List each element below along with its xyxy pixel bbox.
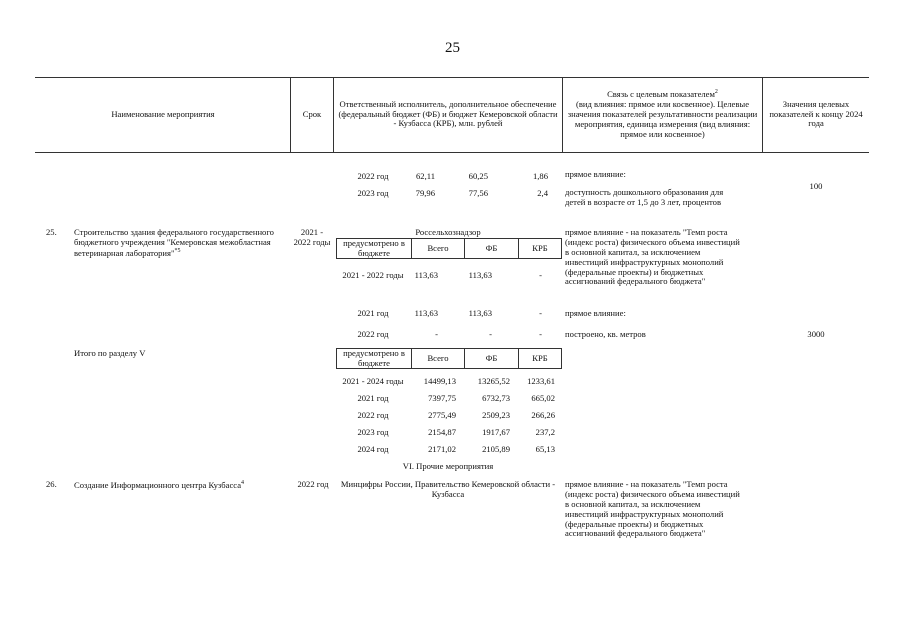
- item25-name-text: Строительство здания федерального государственного бюджетного учреждения "Кемеровская межобластная ветеринарная лаборатория": [74, 227, 274, 258]
- header-divider-2: [333, 77, 334, 152]
- item25-2022-total: -: [435, 329, 438, 339]
- item25-link-a: прямое влияние - на показатель "Темп роста (индекс роста) физического объема инвестиций в основной капитал, за исключением инвестиций инфраструктурных монополий (федеральные проекты) и бюджетных ассигнований федерального бюджета": [565, 227, 740, 287]
- item25-2022-krb: -: [539, 329, 542, 339]
- header-divider-4: [762, 77, 763, 152]
- top-link-a: прямое влияние:: [565, 169, 626, 179]
- item25-2021-year: 2021 год: [357, 308, 389, 318]
- top-row2-krb: 2,4: [537, 188, 548, 198]
- item26-name-text: Создание Информационного центра Кузбасса: [74, 479, 242, 490]
- top-target: 100: [809, 181, 823, 191]
- section5-row-year: 2021 - 2024 годы: [342, 376, 404, 386]
- section5-total-label: Итого по разделу V: [74, 348, 146, 358]
- top-row1-krb: 1,86: [532, 171, 548, 181]
- top-row2-total: 79,96: [415, 188, 435, 198]
- header-link-text-1: Связь с целевым показателем: [607, 89, 715, 100]
- item25-range-year: 2021 - 2022 годы: [342, 270, 404, 280]
- section5-row-krb: 266,26: [531, 410, 555, 420]
- section5-row-total: 7397,75: [428, 393, 456, 403]
- top-link-b: доступность дошкольного образования для детей в возрасте от 1,5 до 3 лет, процентов: [565, 187, 724, 207]
- header-name: [36, 78, 290, 151]
- header-target-text: Значения целевых показателей к концу 2024 года: [769, 98, 863, 129]
- header-term-text: Срок: [302, 108, 322, 119]
- header-link-sup: 2: [714, 89, 718, 96]
- section5-sub-krb: КРБ: [532, 352, 548, 363]
- item25-2022-year: 2022 год: [357, 329, 389, 339]
- header-target: [766, 78, 866, 151]
- header-responsible: [336, 78, 560, 151]
- top-row1-fb: 60,25: [468, 171, 488, 181]
- item25-name-sup: *5: [174, 247, 181, 254]
- item25-number: 25.: [46, 227, 57, 237]
- section5-row-krb: 665,02: [531, 393, 555, 403]
- header-bottom-rule: [35, 152, 869, 153]
- section5-row-krb: 65,13: [535, 444, 555, 454]
- item25-2021-krb: -: [539, 308, 542, 318]
- section5-sub-fb: ФБ: [485, 352, 498, 363]
- section5-row-fb: 1917,67: [482, 427, 510, 437]
- top-row2-fb: 77,56: [468, 188, 488, 198]
- top-row1-year: 2022 год: [357, 171, 389, 181]
- item26-executor: Минцифры России, Правительство Кемеровской области - Кузбасса: [340, 479, 556, 499]
- item26-number: 26.: [46, 479, 57, 489]
- section5-row-year: 2024 год: [357, 444, 389, 454]
- section5-sub-total: Всего: [427, 352, 449, 363]
- section6-title: VI. Прочие мероприятия: [402, 461, 494, 471]
- item25-2021-fb: 113,63: [468, 308, 492, 318]
- item25-range-fb: 113,63: [468, 270, 492, 280]
- item26-name-sup: 4: [241, 480, 245, 486]
- top-row1-total: 62,11: [415, 171, 435, 181]
- section5-row-krb: 1233,61: [527, 376, 555, 386]
- section5-row-total: 14499,13: [423, 376, 456, 386]
- item25-name: [74, 228, 274, 258]
- item25-link-c: построено, кв. метров: [565, 329, 646, 339]
- section5-row-total: 2775,49: [428, 410, 456, 420]
- header-term: [291, 78, 333, 151]
- item25-sub-fb: ФБ: [485, 242, 498, 253]
- item25-2022-fb: -: [489, 329, 492, 339]
- page-number: 25: [445, 40, 460, 56]
- item25-term: 2021 - 2022 годы: [293, 227, 331, 247]
- section5-row-year: 2022 год: [357, 410, 389, 420]
- item25-sub-budget: предусмотрено в бюджете: [343, 237, 405, 258]
- header-name-text: Наименование мероприятия: [111, 108, 215, 119]
- item26-link-a: прямое влияние - на показатель "Темп роста (индекс роста) физического объема инвестиций в основной капитал, за исключением инвестиций инфраструктурных монополий (федеральные проекты) и бюджетных ассигнований федерального бюджета": [565, 479, 740, 539]
- item25-range-krb: -: [539, 270, 542, 280]
- section5-row-fb: 2105,89: [482, 444, 510, 454]
- header-link-text-2: (вид влияния: прямое или косвенное). Целевые значения показателей результативности реализации мероприятия, единица измерения (вид влияния: прямое или косвенное): [567, 99, 758, 139]
- section5-row-fb: 6732,73: [482, 393, 510, 403]
- top-row2-year: 2023 год: [357, 188, 389, 198]
- item25-subheader: [336, 238, 562, 259]
- section5-row-krb: 237,2: [535, 427, 555, 437]
- section5-row-year: 2021 год: [357, 393, 389, 403]
- item25-range-total: 113,63: [414, 270, 438, 280]
- section5-sub-budget: предусмотрено в бюджете: [343, 347, 405, 368]
- section5-row-fb: 13265,52: [477, 376, 510, 386]
- section5-row-total: 2154,87: [428, 427, 456, 437]
- item26-term: 2022 год: [297, 479, 329, 489]
- item25-link-b: прямое влияние:: [565, 308, 626, 318]
- header-link: [565, 78, 760, 151]
- item25-sub-krb: КРБ: [532, 242, 548, 253]
- header-divider-3: [562, 77, 563, 152]
- section5-row-total: 2171,02: [428, 444, 456, 454]
- item26-name: [74, 480, 284, 491]
- item25-2021-total: 113,63: [414, 308, 438, 318]
- item25-target: 3000: [807, 329, 825, 339]
- section5-row-year: 2023 год: [357, 427, 389, 437]
- header-link-text: [565, 89, 760, 139]
- item25-executor: Россельхознадзор: [415, 227, 481, 237]
- section5-row-fb: 2509,23: [482, 410, 510, 420]
- section5-subheader: [336, 348, 562, 369]
- header-responsible-text: Ответственный исполнитель, дополнительное обеспечение (федеральный бюджет (ФБ) и бюджет Кемеровской области - Кузбасса (КРБ), млн. рублей: [338, 98, 558, 129]
- item25-sub-total: Всего: [427, 242, 449, 253]
